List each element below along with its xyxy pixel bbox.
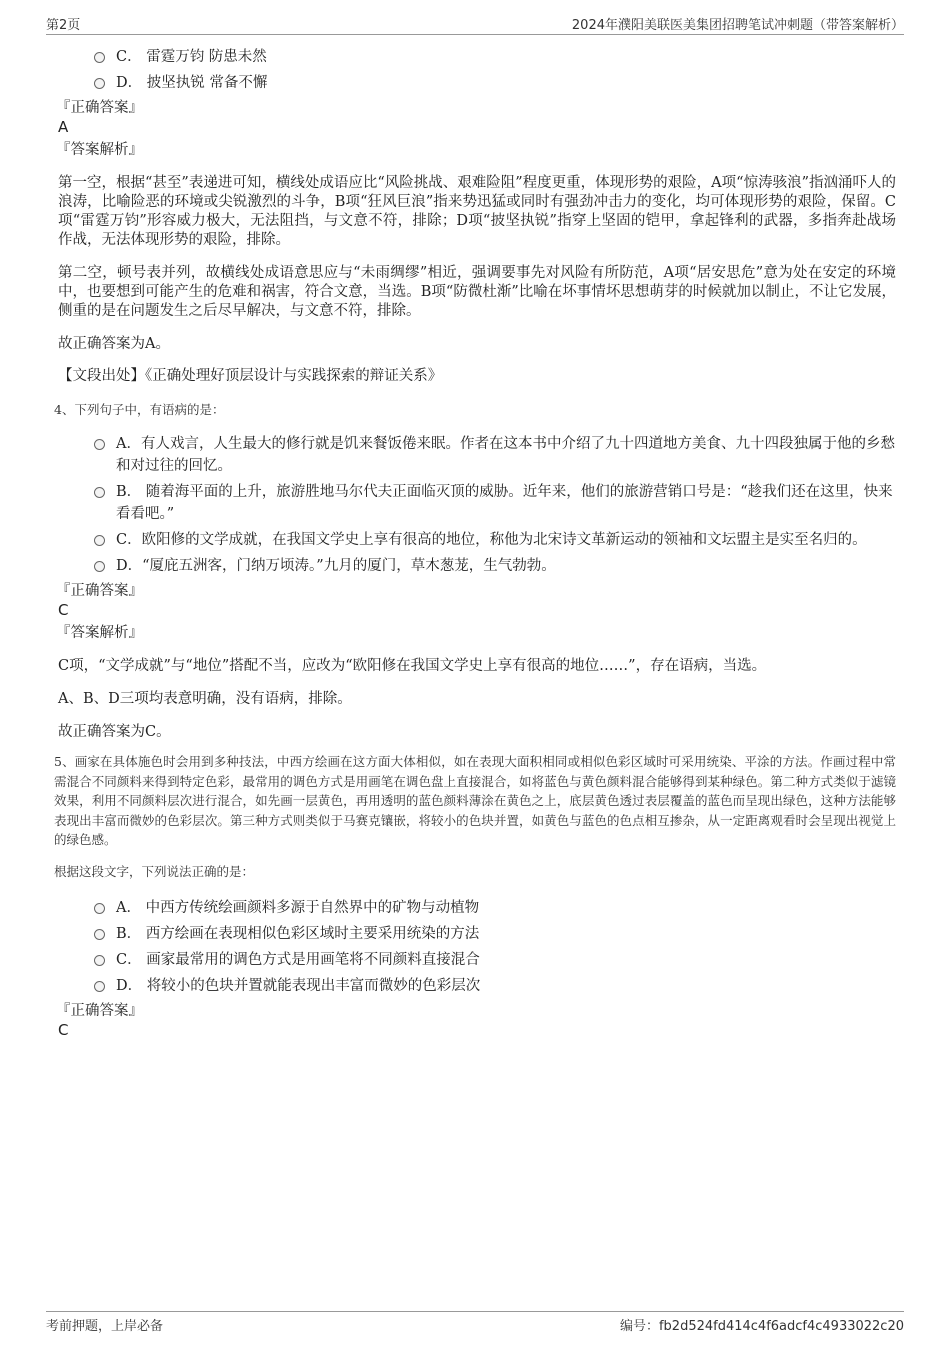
analysis-paragraph: A、B、D三项均表意明确，没有语病，排除。: [58, 691, 352, 707]
q4-option-d[interactable]: [56, 555, 896, 577]
analysis-label: 『答案解析』: [56, 142, 143, 158]
radio-icon[interactable]: [94, 52, 105, 63]
analysis-paragraph: 第二空，顿号表并列，故横线处成语意思应与“未雨绸缪”相近，强调要事先对风险有所防范，A项“居安思危”意为处在安定的环境中，也要想到可能产生的危难和祸害，符合文意，当选。B项“防微杜渐”比喻在坏事情坏思想萌芽的时候就加以制止，不让它发展，侧重的是在问题发生之后尽早解决，与文意不符，排除。: [58, 265, 896, 319]
page-footer: [46, 1311, 904, 1332]
document-title: 2024年濮阳美联医美集团招聘笔试冲刺题（带答案解析）: [571, 18, 904, 33]
q4-option-a[interactable]: [56, 433, 896, 477]
question-5-passage: 5、画家在具体施色时会用到多种技法，中西方绘画在这方面大体相似，如在表现大面积相同或相似色彩区域时可采用统染、平涂的方法。作画过程中常需混合不同颜料来得到特定色彩，最常用的调色方式是用画笔在调色盘上直接混合，如将蓝色与黄色颜料混合能够得到某种绿色。第二种方式类似于滤镜效果，利用不同颜料层次进行混合，如先画一层黄色，再用透明的蓝色颜料薄涂在黄色之上，底层黄色透过表层覆盖的蓝色而呈现出绿色，这种方法能够表现出丰富而微妙的色彩层次。第三种方式则类似于马赛克镶嵌，将较小的色块并置，如黄色与蓝色的色点相互掺杂，从一定距离观看时会呈现出视觉上的绿色感。: [54, 754, 896, 847]
q5-option-d[interactable]: [56, 975, 896, 997]
option-text: C．欧阳修的文学成就，在我国文学史上享有很高的地位，称他为北宋诗文革新运动的领袖和文坛盟主是实至名归的。: [116, 532, 867, 548]
analysis-conclusion: 故正确答案为A。: [58, 336, 170, 352]
radio-icon[interactable]: [94, 903, 105, 914]
page-header: [46, 14, 904, 35]
radio-icon[interactable]: [94, 535, 105, 546]
radio-icon[interactable]: [94, 78, 105, 89]
question-5-stem: 根据这段文字，下列说法正确的是：: [54, 863, 255, 879]
correct-answer-label: 『正确答案』: [56, 1002, 143, 1019]
source-citation: 【文段出处】《正确处理好顶层设计与实践探索的辩证关系》: [58, 368, 443, 384]
page-number: 第2页: [46, 18, 81, 33]
radio-icon[interactable]: [94, 561, 105, 572]
correct-answer-value: C: [58, 601, 69, 619]
footer-slogan: 考前押题，上岸必备: [46, 1319, 164, 1334]
option-text: B． 随着海平面的上升，旅游胜地马尔代夫正面临灭顶的威胁。近年来，他们的旅游营销口号是：“趁我们还在这里，快来看看吧。”: [116, 484, 893, 522]
option-text: A． 中西方传统绘画颜料多源于自然界中的矿物与动植物: [116, 899, 480, 916]
option-text: A．有人戏言，人生最大的修行就是饥来餐饭倦来眠。作者在这本书中介绍了九十四道地方美食、九十四段独属于他的乡愁和对过往的回忆。: [116, 436, 895, 474]
q4-option-b[interactable]: [56, 481, 896, 525]
option-text: D．“厦庇五洲客，门纳万顷涛。”九月的厦门，草木葱茏，生气勃勃。: [116, 558, 556, 574]
radio-icon[interactable]: [94, 955, 105, 966]
correct-answer-value: C: [58, 1020, 69, 1039]
analysis-conclusion: 故正确答案为C。: [58, 724, 171, 740]
page-content: [56, 44, 896, 1043]
analysis-label: 『答案解析』: [56, 625, 143, 641]
option-text: D． 将较小的色块并置就能表现出丰富而微妙的色彩层次: [116, 977, 481, 994]
q5-option-c[interactable]: [56, 949, 896, 971]
document-id: 编号：fb2d524fd414c4f6adcf4c4933022c20: [619, 1319, 904, 1334]
q5-option-a[interactable]: [56, 897, 896, 919]
correct-answer-label: 『正确答案』: [56, 583, 143, 599]
q4-option-c[interactable]: [56, 529, 896, 551]
radio-icon[interactable]: [94, 487, 105, 498]
radio-icon[interactable]: [94, 439, 105, 450]
question-4-stem: 4、下列句子中，有语病的是：: [54, 402, 225, 417]
radio-icon[interactable]: [94, 981, 105, 992]
radio-icon[interactable]: [94, 929, 105, 940]
analysis-paragraph: 第一空，根据“甚至”表递进可知，横线处成语应比“风险挑战、艰难险阻”程度更重，体现形势的艰险，A项“惊涛骇浪”指汹涌吓人的浪涛，比喻险恶的环境或尖锐激烈的斗争，B项“狂风巨浪”指来势迅猛或同时有强劲冲击力的变化，均可体现形势的艰险，保留。C项“雷霆万钧”形容威力极大，无法阻挡，与文意不符，排除；D项“披坚执锐”指穿上坚固的铠甲，拿起锋利的武器，多指奔赴战场作战，无法体现形势的艰险，排除。: [58, 175, 896, 248]
analysis-paragraph: C项，“文学成就”与“地位”搭配不当，应改为“欧阳修在我国文学史上享有很高的地位……”，存在语病，当选。: [58, 658, 767, 674]
option-text: D． 披坚执锐 常备不懈: [116, 75, 268, 91]
q3-option-c[interactable]: [56, 46, 896, 68]
correct-answer-label: 『正确答案』: [56, 100, 143, 116]
q5-option-b[interactable]: [56, 923, 896, 945]
option-text: C． 画家最常用的调色方式是用画笔将不同颜料直接混合: [116, 951, 480, 968]
q3-option-d[interactable]: [56, 72, 896, 94]
correct-answer-value: A: [58, 118, 69, 136]
option-text: C． 雷霆万钧 防患未然: [116, 49, 267, 65]
option-text: B． 西方绘画在表现相似色彩区域时主要采用统染的方法: [116, 925, 480, 942]
